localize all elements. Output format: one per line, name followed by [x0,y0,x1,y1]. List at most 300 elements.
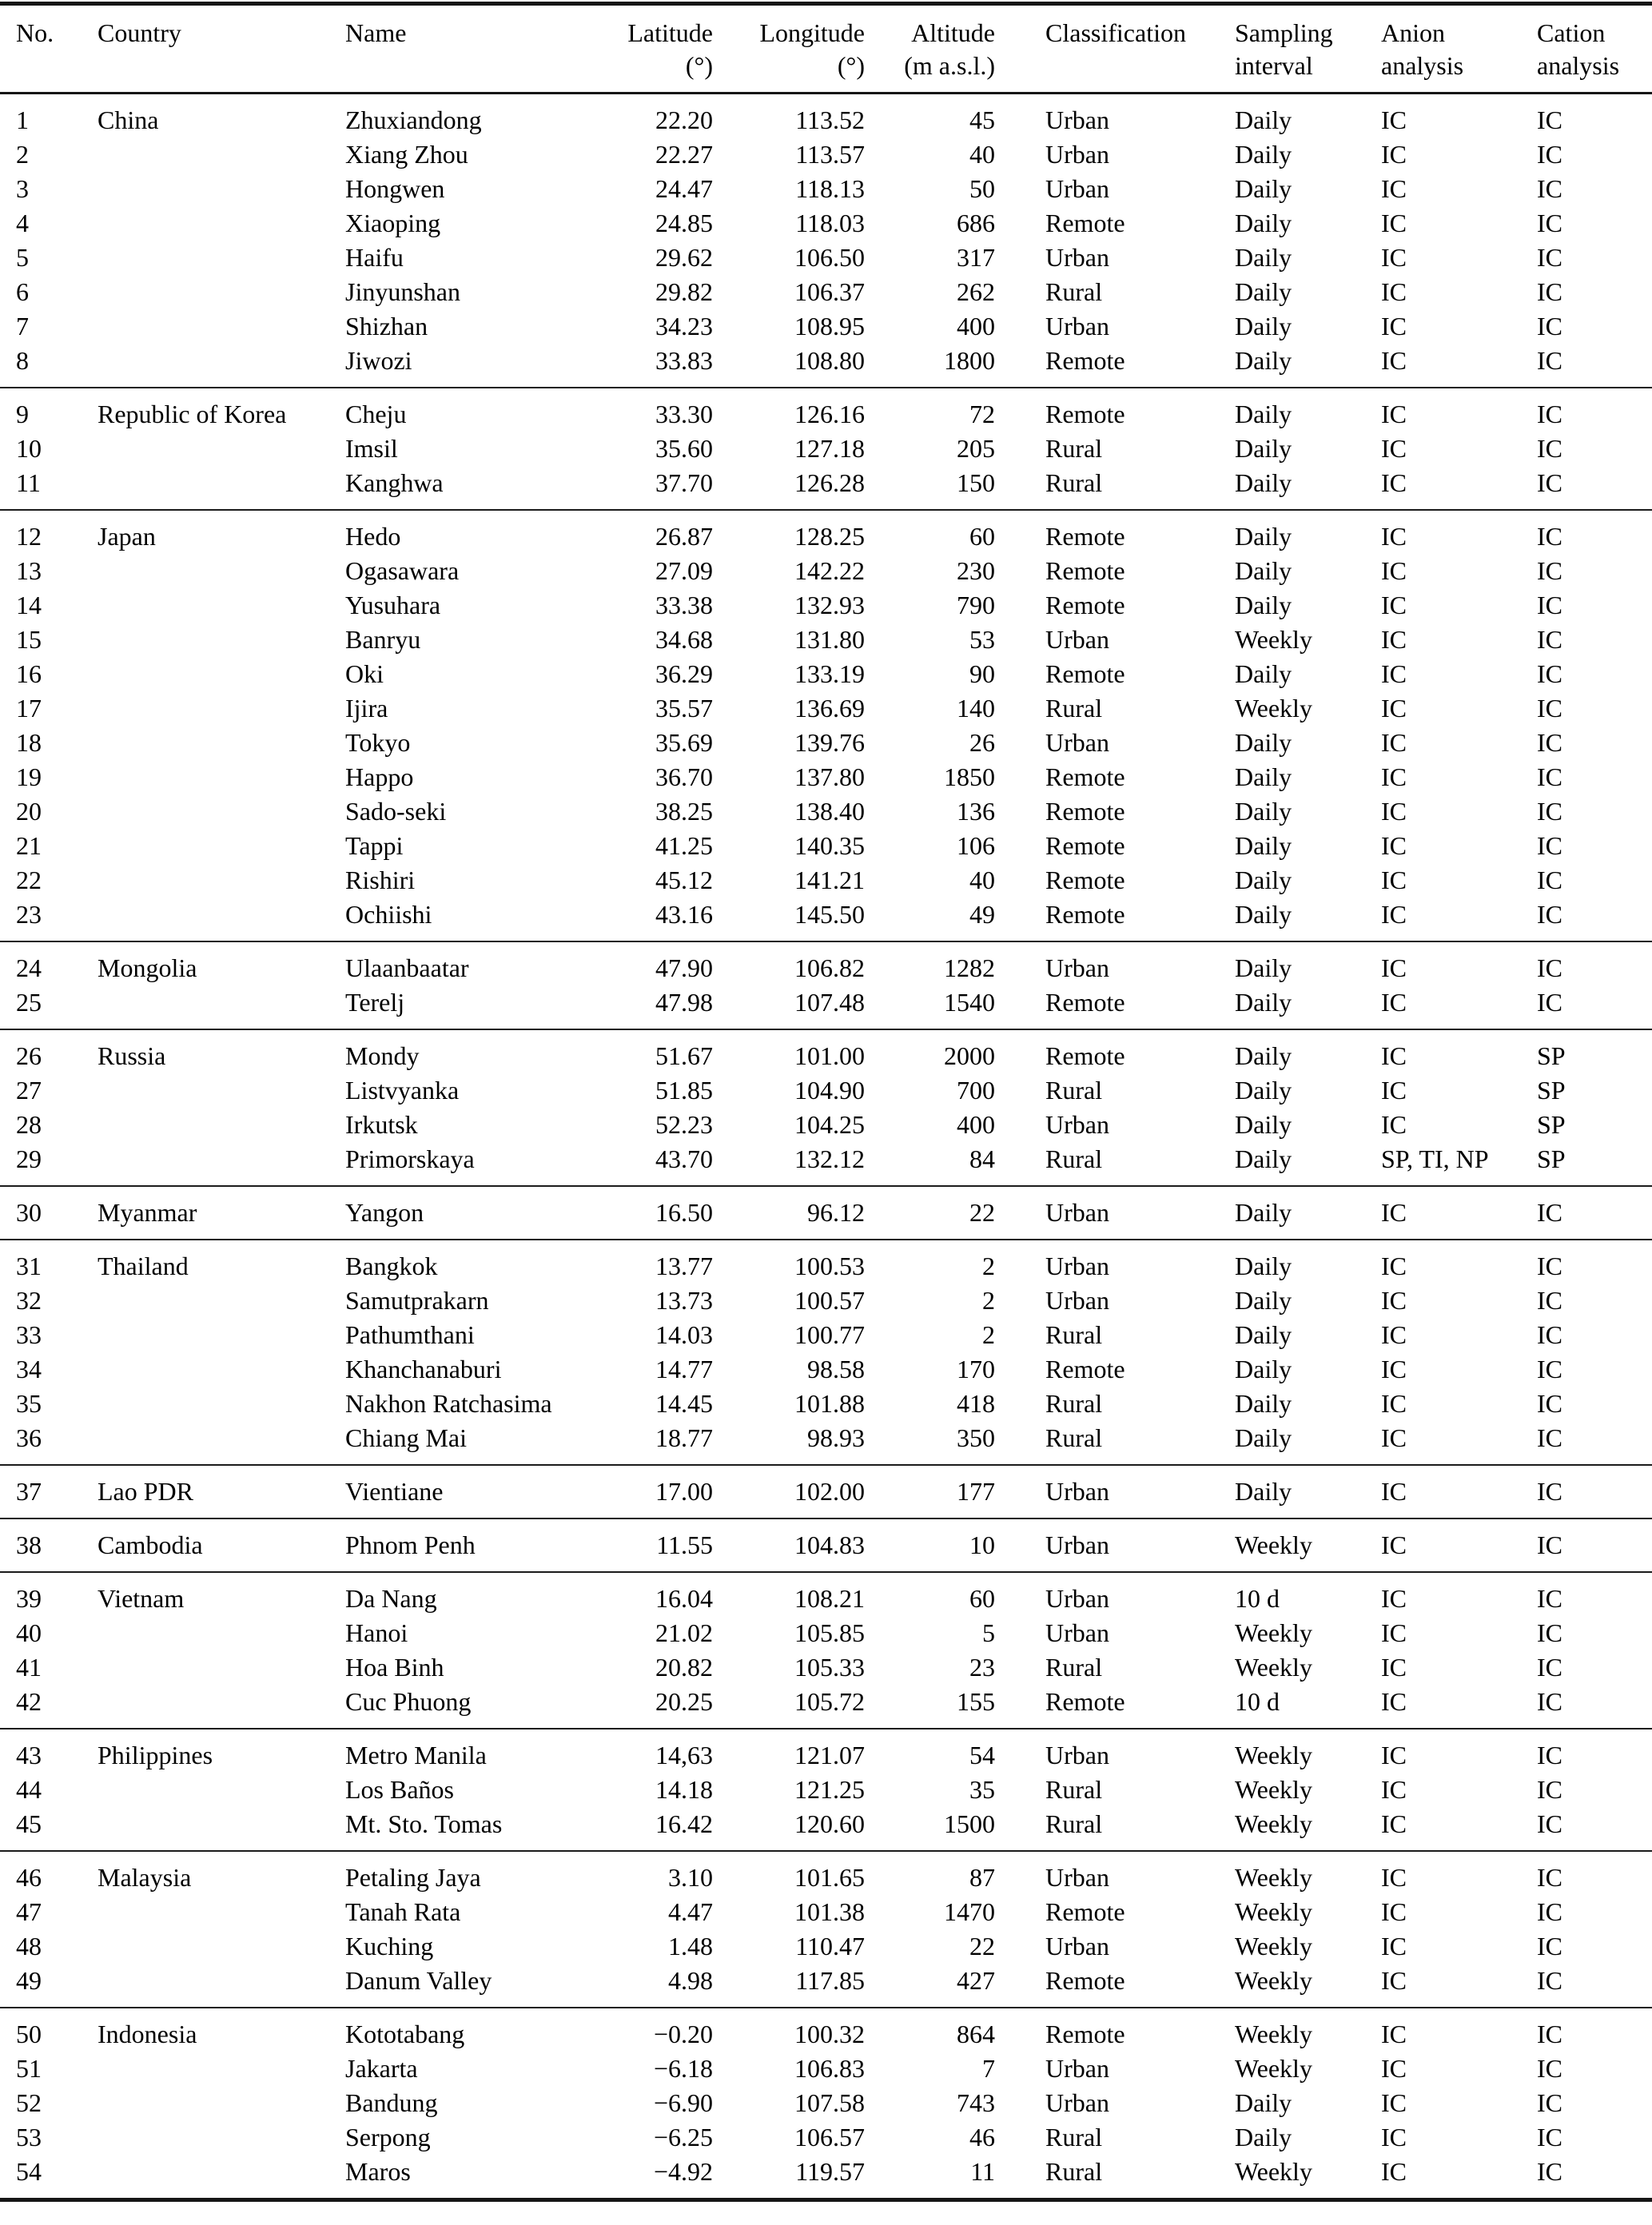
cell-cation: SP [1537,1076,1566,1105]
cell-name: Rishiri [345,866,416,894]
table-row [0,1729,1652,1773]
cell-name: Oki [345,659,384,688]
cell-cation: IC [1537,1809,1562,1838]
cell-country [82,2120,329,2155]
cell-anion: IC [1381,2020,1407,2048]
cell-anion: IC [1381,659,1407,688]
cell-no: 28 [16,1110,42,1139]
cell-no: 48 [16,1932,42,1960]
cell-cation: SP [1537,1041,1566,1070]
cell-no: 43 [16,1741,42,1769]
cell-no: 46 [16,1863,42,1892]
cell-altitude: 1800 [944,346,995,375]
cell-classification: Rural [1045,1389,1103,1418]
cell-cation: IC [1537,659,1562,688]
cell-name: Nakhon Ratchasima [345,1389,552,1418]
cell-latitude: 52.23 [655,1110,713,1139]
cell-anion: IC [1381,2123,1407,2151]
cell-interval: Daily [1235,728,1292,757]
cell-cation: IC [1537,1897,1562,1926]
cell-no: 30 [16,1198,42,1227]
cell-longitude: 132.12 [794,1144,865,1173]
cell-altitude: 205 [957,434,995,463]
cell-cation: IC [1537,831,1562,860]
cell-no: 15 [16,625,42,654]
cell-cation: IC [1537,1618,1562,1647]
table-row [0,1240,1652,1284]
cell-latitude: −6.90 [653,2088,713,2117]
cell-name: Tappi [345,831,404,860]
cell-interval: Daily [1235,2123,1292,2151]
cell-cation: IC [1537,1775,1562,1804]
country-group-china [0,94,1652,388]
cell-classification: Remote [1045,1041,1125,1070]
cell-anion: IC [1381,1076,1407,1105]
cell-cation: IC [1537,728,1562,757]
cell-latitude: −6.18 [653,2054,713,2083]
cell-anion: IC [1381,1198,1407,1227]
cell-longitude: 108.21 [794,1584,865,1613]
cell-country [82,206,329,241]
cell-longitude: 118.03 [795,209,865,237]
cell-latitude: 20.25 [655,1687,713,1716]
table-row [0,1142,1652,1186]
cell-cation: IC [1537,1966,1562,1995]
cell-name: Jakarta [345,2054,418,2083]
cell-name: Hoa Binh [345,1653,444,1682]
cell-cation: IC [1537,277,1562,306]
cell-cation: IC [1537,140,1562,169]
cell-country [82,1284,329,1318]
cell-longitude: 137.80 [794,762,865,791]
cell-classification: Remote [1045,522,1125,551]
table-row [0,1773,1652,1807]
header-cell-anion [1365,4,1521,94]
cell-classification: Urban [1045,312,1109,340]
cell-country [82,1387,329,1421]
cell-altitude: 54 [969,1741,995,1769]
cell-name: Pathumthani [345,1320,475,1349]
cell-name: Ijira [345,694,388,722]
cell-longitude: 100.32 [794,2020,865,2048]
cell-anion: IC [1381,556,1407,585]
cell-altitude: 2 [982,1286,995,1315]
cell-name: Yusuhara [345,591,441,619]
cell-name: Tanah Rata [345,1897,461,1926]
cell-classification: Urban [1045,953,1109,982]
cell-classification: Urban [1045,2088,1109,2117]
cell-altitude: 1540 [944,988,995,1017]
cell-anion: IC [1381,434,1407,463]
cell-no: 25 [16,988,42,1017]
cell-anion: IC [1381,1423,1407,1452]
cell-latitude: 37.70 [655,468,713,497]
cell-cation: IC [1537,625,1562,654]
cell-cation: SP [1537,1110,1566,1139]
cell-name: Sado-seki [345,797,447,826]
cell-anion: IC [1381,400,1407,428]
cell-altitude: 40 [969,866,995,894]
table-row [0,1352,1652,1387]
country-group-russia [0,1029,1652,1186]
cell-interval: 10 d [1235,1687,1280,1716]
header-cell-no [0,4,82,94]
cell-country [82,275,329,309]
cell-anion: IC [1381,1687,1407,1716]
cell-no: 5 [16,243,29,272]
cell-altitude: 1500 [944,1809,995,1838]
cell-name: Cuc Phuong [345,1687,472,1716]
cell-anion: IC [1381,174,1407,203]
cell-country: Japan [98,522,156,551]
cell-name: Serpong [345,2123,431,2151]
cell-interval: Daily [1235,105,1292,134]
cell-no: 54 [16,2157,42,2186]
cell-cation: IC [1537,1423,1562,1452]
cell-altitude: 26 [969,728,995,757]
cell-latitude: 41.25 [655,831,713,860]
cell-altitude: 106 [957,831,995,860]
table-row [0,1807,1652,1851]
table-row [0,1029,1652,1073]
cell-latitude: 22.20 [655,105,713,134]
cell-longitude: 121.25 [794,1775,865,1804]
cell-cation: IC [1537,1286,1562,1315]
cell-country: Thailand [98,1252,189,1280]
cell-classification: Rural [1045,694,1103,722]
cell-name: Hedo [345,522,401,551]
cell-interval: Weekly [1235,2020,1312,2048]
cell-anion: IC [1381,988,1407,1017]
cell-anion: IC [1381,591,1407,619]
cell-interval: Daily [1235,1477,1292,1506]
cell-no: 51 [16,2054,42,2083]
cell-latitude: 38.25 [655,797,713,826]
cell-longitude: 145.50 [794,900,865,929]
cell-no: 20 [16,797,42,826]
cell-country: Cambodia [98,1530,203,1559]
cell-name: Mondy [345,1041,420,1070]
cell-cation: IC [1537,694,1562,722]
cell-classification: Remote [1045,988,1125,1017]
cell-country [82,657,329,691]
cell-interval: Weekly [1235,1741,1312,1769]
cell-interval: Daily [1235,866,1292,894]
cell-latitude: 35.69 [655,728,713,757]
cell-cation: IC [1537,1741,1562,1769]
cell-latitude: 21.02 [655,1618,713,1647]
cell-cation: IC [1537,1863,1562,1892]
cell-anion: IC [1381,2088,1407,2117]
cell-altitude: 1282 [944,953,995,982]
cell-name: Ulaanbaatar [345,953,469,982]
cell-interval: Daily [1235,209,1292,237]
cell-country [82,1650,329,1685]
cell-name: Bangkok [345,1252,438,1280]
cell-classification: Urban [1045,1198,1109,1227]
cell-no: 26 [16,1041,42,1070]
cell-name: Los Baños [345,1775,454,1804]
cell-no: 18 [16,728,42,757]
cell-classification: Remote [1045,866,1125,894]
cell-classification: Urban [1045,1863,1109,1892]
header-sublabel-anion: analysis [1381,51,1464,80]
cell-name: Listvyanka [345,1076,460,1105]
cell-interval: Daily [1235,831,1292,860]
cell-longitude: 106.57 [794,2123,865,2151]
cell-name: Da Nang [345,1584,437,1613]
cell-classification: Urban [1045,140,1109,169]
cell-name: Irkutsk [345,1110,418,1139]
cell-longitude: 104.90 [794,1076,865,1105]
cell-name: Phnom Penh [345,1530,476,1559]
cell-cation: IC [1537,591,1562,619]
cell-name: Ochiishi [345,900,432,929]
cell-altitude: 50 [969,174,995,203]
cell-anion: IC [1381,1966,1407,1995]
cell-no: 10 [16,434,42,463]
cell-longitude: 100.53 [794,1252,865,1280]
cell-anion: IC [1381,312,1407,340]
cell-country: Republic of Korea [98,400,287,428]
cell-no: 22 [16,866,42,894]
cell-no: 53 [16,2123,42,2151]
cell-latitude: −6.25 [653,2123,713,2151]
cell-longitude: 108.95 [794,312,865,340]
table-row [0,1108,1652,1142]
cell-no: 2 [16,140,29,169]
cell-country [82,1616,329,1650]
country-group-republic-of-korea [0,388,1652,510]
cell-interval: Weekly [1235,1653,1312,1682]
cell-altitude: 46 [969,2123,995,2151]
cell-country: Russia [98,1041,166,1070]
table-row [0,1650,1652,1685]
cell-no: 9 [16,400,29,428]
cell-name: Primorskaya [345,1144,475,1173]
cell-name: Kanghwa [345,468,444,497]
cell-longitude: 110.47 [795,1932,865,1960]
cell-cation: IC [1537,2088,1562,2117]
cell-altitude: 1470 [944,1897,995,1926]
cell-country [82,1142,329,1186]
cell-interval: Weekly [1235,2054,1312,2083]
cell-latitude: 47.98 [655,988,713,1017]
table-row [0,588,1652,623]
cell-name: Petaling Jaya [345,1863,481,1892]
cell-classification: Rural [1045,2157,1103,2186]
cell-longitude: 141.21 [794,866,865,894]
cell-longitude: 126.28 [794,468,865,497]
cell-altitude: 317 [957,243,995,272]
cell-anion: IC [1381,1286,1407,1315]
cell-cation: IC [1537,2020,1562,2048]
cell-longitude: 106.50 [794,243,865,272]
table-header-row [0,4,1652,94]
cell-longitude: 128.25 [794,522,865,551]
cell-name: Mt. Sto. Tomas [345,1809,503,1838]
cell-altitude: 230 [957,556,995,585]
cell-country [82,691,329,726]
cell-cation: IC [1537,1530,1562,1559]
cell-altitude: 22 [969,1198,995,1227]
cell-latitude: 33.38 [655,591,713,619]
cell-altitude: 2000 [944,1041,995,1070]
cell-latitude: 36.70 [655,762,713,791]
cell-classification: Urban [1045,625,1109,654]
table-row [0,2086,1652,2120]
header-cell-longitude [721,4,873,94]
cell-anion: IC [1381,1897,1407,1926]
cell-latitude: −0.20 [653,2020,713,2048]
cell-latitude: 45.12 [655,866,713,894]
cell-country [82,172,329,206]
cell-anion: IC [1381,522,1407,551]
cell-longitude: 131.80 [794,625,865,654]
cell-latitude: 35.60 [655,434,713,463]
cell-cation: IC [1537,105,1562,134]
cell-interval: Daily [1235,346,1292,375]
cell-cation: IC [1537,988,1562,1017]
cell-interval: Daily [1235,434,1292,463]
cell-longitude: 105.72 [794,1687,865,1716]
cell-altitude: 2 [982,1320,995,1349]
cell-classification: Urban [1045,1618,1109,1647]
country-group-mongolia [0,941,1652,1029]
cell-classification: Remote [1045,762,1125,791]
cell-longitude: 106.83 [794,2054,865,2083]
header-sublabel-cation: analysis [1537,51,1620,80]
cell-cation: IC [1537,1198,1562,1227]
cell-cation: IC [1537,556,1562,585]
cell-cation: IC [1537,1389,1562,1418]
country-group-indonesia [0,2008,1652,2200]
cell-no: 3 [16,174,29,203]
header-cell-altitude [873,4,1029,94]
table-row [0,275,1652,309]
cell-anion: IC [1381,140,1407,169]
cell-altitude: 35 [969,1775,995,1804]
cell-anion: IC [1381,1741,1407,1769]
cell-anion: IC [1381,1809,1407,1838]
cell-latitude: 16.42 [655,1809,713,1838]
cell-no: 29 [16,1144,42,1173]
cell-longitude: 104.83 [794,1530,865,1559]
cell-interval: Weekly [1235,2157,1312,2186]
cell-country [82,898,329,941]
cell-country: Malaysia [98,1863,192,1892]
header-label-interval: Sampling [1235,18,1333,47]
cell-cation: IC [1537,346,1562,375]
cell-longitude: 106.37 [794,277,865,306]
table-row [0,2155,1652,2200]
cell-interval: 10 d [1235,1584,1280,1613]
cell-altitude: 262 [957,277,995,306]
cell-longitude: 98.58 [807,1355,865,1383]
cell-name: Samutprakarn [345,1286,489,1315]
cell-latitude: 34.23 [655,312,713,340]
cell-cation: IC [1537,1653,1562,1682]
cell-interval: Daily [1235,1110,1292,1139]
cell-country [82,623,329,657]
cell-country: Lao PDR [98,1477,193,1506]
cell-cation: IC [1537,2157,1562,2186]
cell-cation: IC [1537,1477,1562,1506]
cell-no: 42 [16,1687,42,1716]
cell-no: 24 [16,953,42,982]
cell-anion: IC [1381,346,1407,375]
cell-interval: Daily [1235,1076,1292,1105]
cell-anion: IC [1381,1477,1407,1506]
cell-no: 37 [16,1477,42,1506]
cell-longitude: 117.85 [795,1966,865,1995]
cell-classification: Rural [1045,1653,1103,1682]
cell-anion: IC [1381,209,1407,237]
table-row [0,1186,1652,1240]
cell-latitude: 4.98 [668,1966,713,1995]
cell-country [82,726,329,760]
table-row [0,1685,1652,1729]
cell-no: 19 [16,762,42,791]
header-label-cation: Cation [1537,18,1606,47]
table-row [0,657,1652,691]
table-row [0,1421,1652,1465]
cell-country [82,1929,329,1964]
table-row [0,691,1652,726]
cell-cation: IC [1537,797,1562,826]
cell-interval: Daily [1235,243,1292,272]
cell-interval: Weekly [1235,1863,1312,1892]
cell-no: 16 [16,659,42,688]
cell-cation: IC [1537,1320,1562,1349]
cell-country [82,1108,329,1142]
cell-country [82,1073,329,1108]
table-header [0,4,1652,94]
cell-name: Cheju [345,400,407,428]
table-row [0,2052,1652,2086]
cell-classification: Rural [1045,277,1103,306]
cell-classification: Urban [1045,728,1109,757]
cell-country [82,985,329,1029]
cell-latitude: 34.68 [655,625,713,654]
cell-altitude: 10 [969,1530,995,1559]
cell-classification: Remote [1045,346,1125,375]
cell-interval: Daily [1235,988,1292,1017]
cell-latitude: 17.00 [655,1477,713,1506]
cell-name: Zhuxiandong [345,105,482,134]
cell-longitude: 101.65 [794,1863,865,1892]
cell-altitude: 864 [957,2020,995,2048]
table-row [0,1318,1652,1352]
cell-longitude: 101.38 [794,1897,865,1926]
table-row [0,2008,1652,2052]
cell-classification: Remote [1045,2020,1125,2048]
cell-classification: Remote [1045,556,1125,585]
country-group-lao-pdr [0,1465,1652,1518]
cell-altitude: 87 [969,1863,995,1892]
cell-cation: IC [1537,434,1562,463]
cell-anion: IC [1381,1110,1407,1139]
cell-no: 36 [16,1423,42,1452]
cell-country [82,1421,329,1465]
cell-cation: IC [1537,953,1562,982]
cell-name: Tokyo [345,728,411,757]
cell-no: 6 [16,277,29,306]
cell-interval: Daily [1235,1144,1292,1173]
cell-anion: IC [1381,1618,1407,1647]
cell-name: Hongwen [345,174,445,203]
cell-classification: Urban [1045,105,1109,134]
